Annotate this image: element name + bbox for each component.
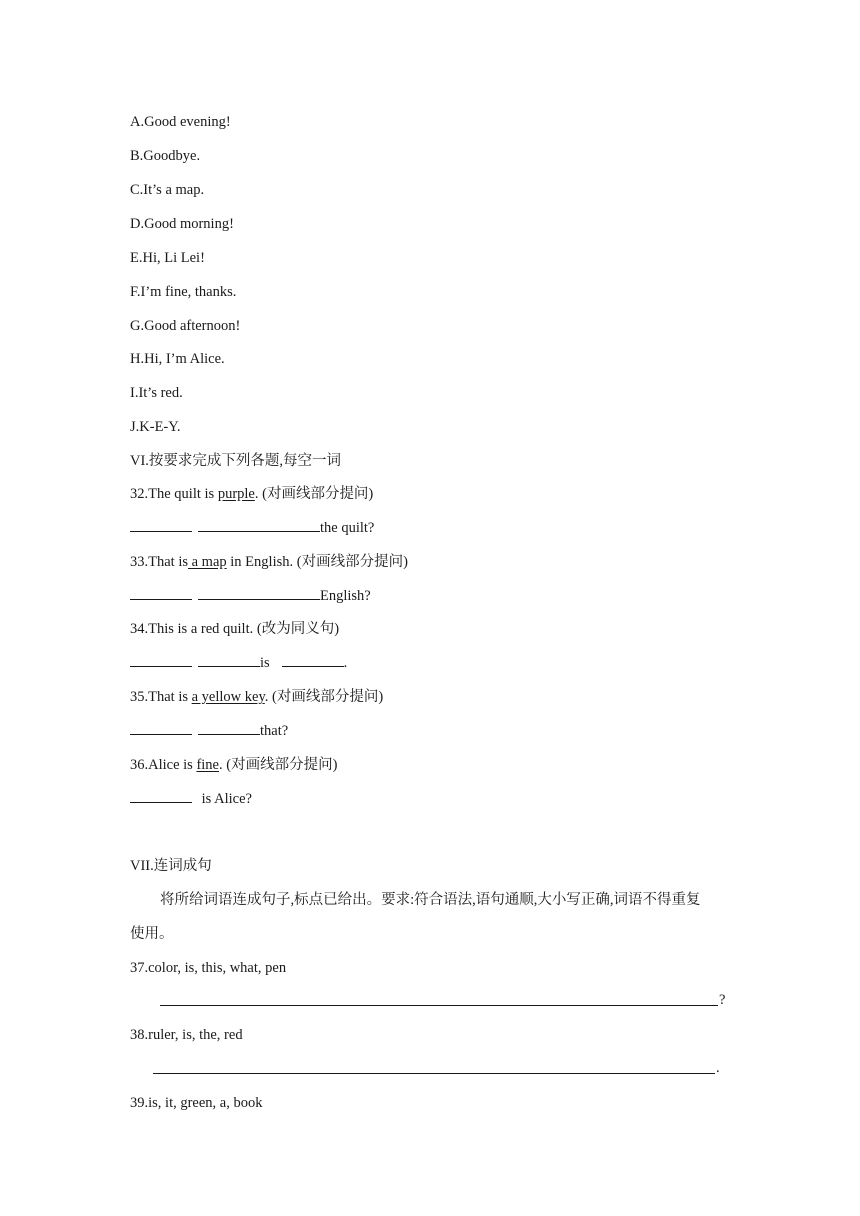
option-f: F.I’m fine, thanks. bbox=[130, 284, 237, 300]
option-b: B.Goodbye. bbox=[130, 148, 201, 164]
q35-pre: 35.That is bbox=[130, 689, 192, 705]
section-6-title: VI.按要求完成下列各题,每空一词 bbox=[130, 453, 342, 469]
answer-35 bbox=[130, 722, 288, 740]
answer-line-37[interactable] bbox=[160, 1005, 718, 1006]
option-e: E.Hi, Li Lei! bbox=[130, 250, 205, 266]
q33-post: in English. (对画线部分提问) bbox=[226, 554, 408, 570]
answer-blank[interactable] bbox=[198, 722, 260, 735]
section-7-instructions: 将所给词语连成句子,标点已给出。要求:符合语法,语句通顺,大小写正确,词语不得重复 bbox=[160, 892, 701, 908]
option-g: G.Good afternoon! bbox=[130, 318, 241, 334]
q34-mid: is bbox=[260, 655, 270, 671]
section-7-instructions-cont: 使用。 bbox=[130, 926, 174, 942]
answer-blank[interactable] bbox=[130, 722, 192, 735]
q37-punctuation: ? bbox=[719, 992, 726, 1008]
answer-blank[interactable] bbox=[198, 519, 320, 532]
answer-blank[interactable] bbox=[130, 790, 192, 803]
answer-blank[interactable] bbox=[198, 587, 320, 600]
section-7-title: VII.连词成句 bbox=[130, 858, 212, 874]
q35-underlined: a yellow key bbox=[191, 689, 265, 705]
q35-post: . (对画线部分提问) bbox=[264, 689, 384, 705]
q32-tail: the quilt? bbox=[320, 520, 375, 536]
question-36 bbox=[130, 756, 337, 774]
q36-post: . (对画线部分提问) bbox=[219, 757, 338, 773]
option-j: J.K-E-Y. bbox=[130, 419, 181, 435]
answer-blank[interactable] bbox=[198, 654, 260, 667]
question-34: 34.This is a red quilt. (改为同义句) bbox=[130, 621, 340, 637]
option-a: A.Good evening! bbox=[130, 114, 231, 130]
q33-underlined: a map bbox=[188, 554, 227, 570]
q33-tail: English? bbox=[320, 588, 371, 604]
answer-32 bbox=[130, 519, 374, 537]
q36-pre: 36.Alice is bbox=[130, 757, 197, 773]
q35-tail: that? bbox=[260, 723, 289, 739]
q36-tail: is Alice? bbox=[198, 791, 252, 807]
answer-34 bbox=[130, 654, 347, 672]
answer-36 bbox=[130, 790, 252, 808]
answer-line-38[interactable] bbox=[153, 1073, 715, 1074]
q32-post: . (对画线部分提问) bbox=[254, 486, 374, 502]
question-35 bbox=[130, 688, 383, 706]
question-39: 39.is, it, green, a, book bbox=[130, 1095, 263, 1111]
answer-blank[interactable] bbox=[130, 519, 192, 532]
option-d: D.Good morning! bbox=[130, 216, 234, 232]
answer-blank[interactable] bbox=[130, 587, 192, 600]
question-32 bbox=[130, 485, 373, 503]
option-h: H.Hi, I’m Alice. bbox=[130, 351, 225, 367]
option-c: C.It’s a map. bbox=[130, 182, 205, 198]
q38-punctuation: . bbox=[716, 1060, 720, 1076]
question-38: 38.ruler, is, the, red bbox=[130, 1027, 243, 1043]
option-i: I.It’s red. bbox=[130, 385, 183, 401]
answer-blank[interactable] bbox=[130, 654, 192, 667]
question-33 bbox=[130, 553, 408, 571]
q33-pre: 33.That is bbox=[130, 554, 188, 570]
answer-33 bbox=[130, 587, 371, 605]
q32-underlined: purple bbox=[217, 486, 255, 502]
q32-pre: 32.The quilt is bbox=[130, 486, 218, 502]
answer-blank[interactable] bbox=[282, 654, 344, 667]
q36-underlined: fine bbox=[196, 757, 219, 773]
question-37: 37.color, is, this, what, pen bbox=[130, 960, 287, 976]
q34-end: . bbox=[343, 655, 348, 671]
